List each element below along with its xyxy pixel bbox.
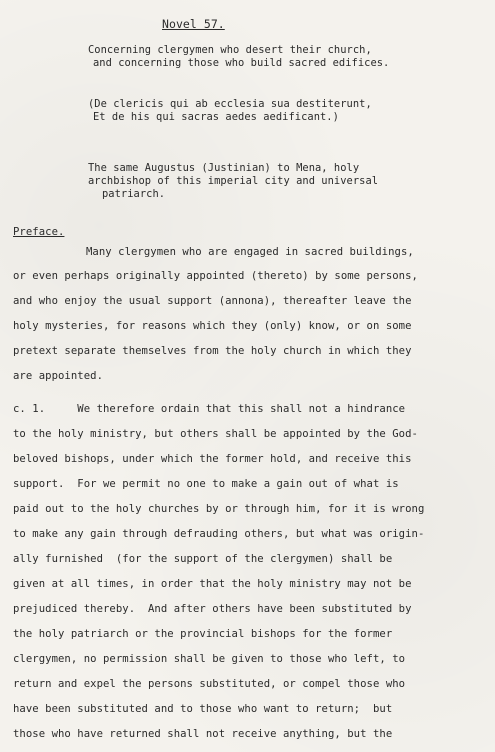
preface-line-2: or even perhaps originally appointed (thereto) by some persons, xyxy=(13,270,418,282)
chapter-line-9: prejudiced thereby. And after others have been substituted by xyxy=(13,603,412,615)
chapter-line-6: to make any gain through defrauding others, but what was origin- xyxy=(13,528,425,540)
subtitle-line-1: Concerning clergymen who desert their church, xyxy=(88,44,372,56)
preface-line-3: and who enjoy the usual support (annona), thereafter leave the xyxy=(13,295,412,307)
latin-line-2: Et de his qui sacras aedes aedificant.) xyxy=(93,111,339,123)
chapter-line-8: given at all times, in order that the holy ministry may not be xyxy=(13,578,412,590)
preface-line-5: pretext separate themselves from the holy church in which they xyxy=(13,345,412,357)
preface-line-4: holy mysteries, for reasons which they (only) know, or on some xyxy=(13,320,412,332)
chapter-line-4: support. For we permit no one to make a gain out of what is xyxy=(13,478,399,490)
chapter-line-1: c. 1. We therefore ordain that this shall not a hindrance xyxy=(13,403,406,415)
chapter-line-13: have been substituted and to those who want to return; but xyxy=(13,703,393,715)
preface-line-1: Many clergymen who are engaged in sacred buildings, xyxy=(86,246,414,258)
chapter-line-12: return and expel the persons substituted, or compel those who xyxy=(13,678,406,690)
subtitle-line-2: and concerning those who build sacred edifices. xyxy=(93,57,390,69)
address-line-2: archbishop of this imperial city and universal xyxy=(88,175,379,187)
preface-line-6: are appointed. xyxy=(13,370,103,382)
chapter-line-3: beloved bishops, under which the former hold, and receive this xyxy=(13,453,412,465)
chapter-line-14: those who have returned shall not receive anything, but the xyxy=(13,728,393,740)
latin-line-1: (De clericis qui ab ecclesia sua destiterunt, xyxy=(88,98,372,110)
address-line-3: patriarch. xyxy=(102,188,166,200)
chapter-line-11: clergymen, no permission shall be given to those who left, to xyxy=(13,653,406,665)
address-line-1: The same Augustus (Justinian) to Mena, holy xyxy=(88,162,360,174)
document-title: Novel 57. xyxy=(162,17,225,31)
chapter-line-2: to the holy ministry, but others shall be appointed by the God- xyxy=(13,428,418,440)
chapter-line-10: the holy patriarch or the provincial bishops for the former xyxy=(13,628,393,640)
chapter-line-5: paid out to the holy churches by or through him, for it is wrong xyxy=(13,503,425,515)
preface-heading: Preface. xyxy=(13,226,65,238)
chapter-line-7: ally furnished (for the support of the clergymen) shall be xyxy=(13,553,393,565)
